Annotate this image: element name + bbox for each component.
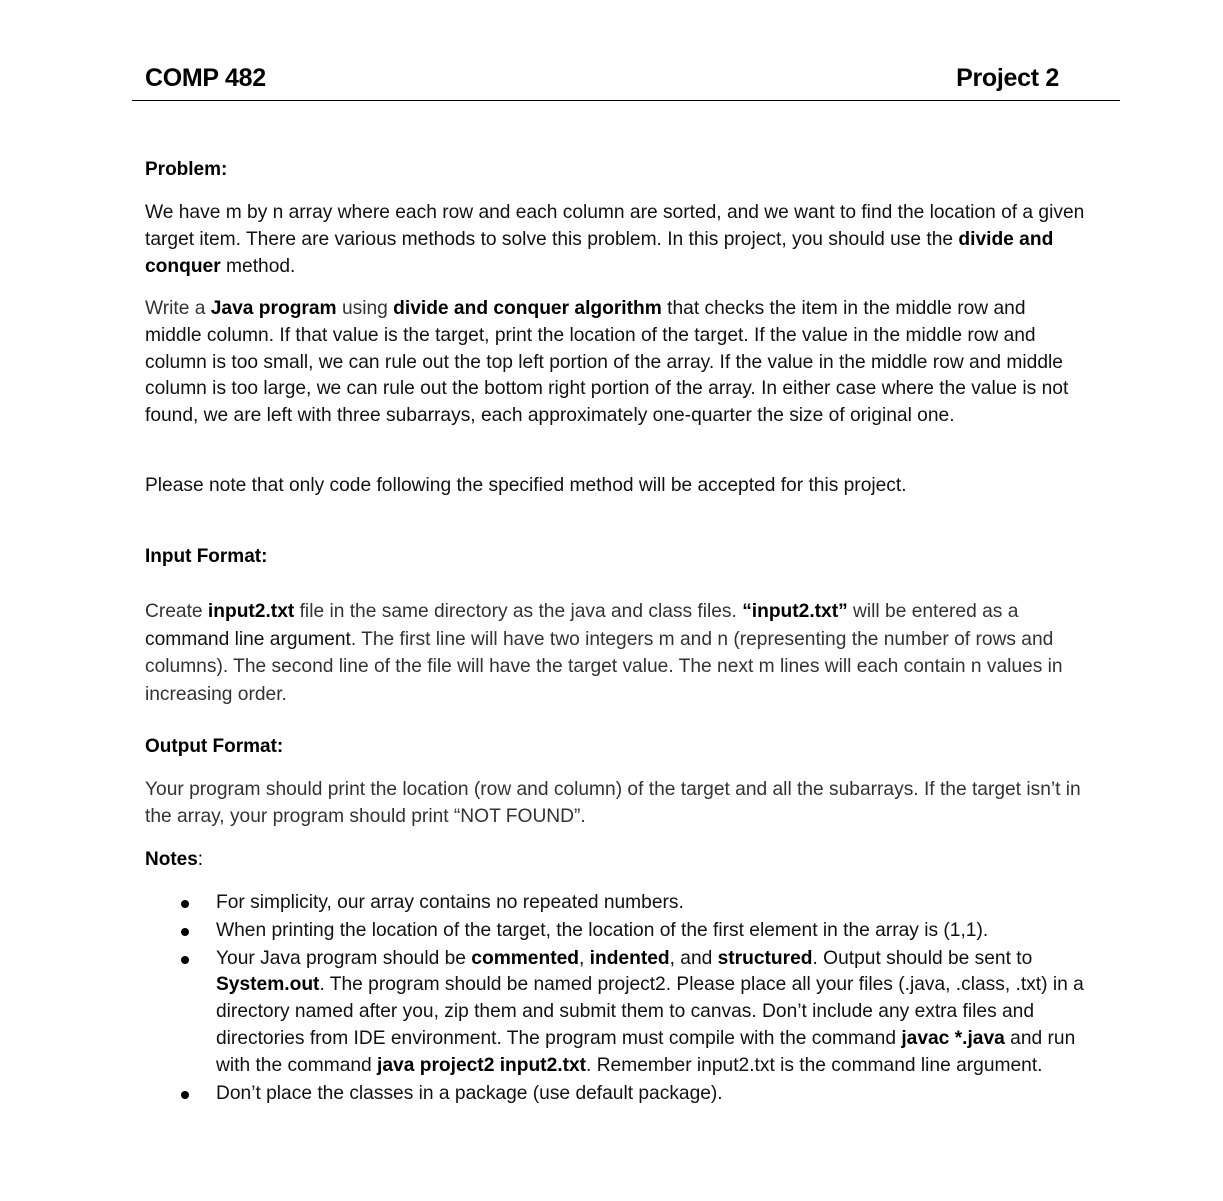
text-span: Create bbox=[145, 601, 208, 622]
text-span: For simplicity, our array contains no repeated numbers. bbox=[216, 892, 684, 913]
text-span: , bbox=[578, 947, 590, 969]
bullet-icon bbox=[181, 900, 189, 908]
page-header bbox=[132, 60, 1120, 101]
text-span: file in the same directory as the java and class files. bbox=[294, 601, 743, 622]
problem-paragraph-2 bbox=[145, 296, 1085, 430]
bold-span: structured bbox=[717, 947, 813, 969]
list-item bbox=[145, 918, 1085, 945]
text-span: using bbox=[336, 298, 394, 319]
problem-paragraph-3: Please note that only code following the specified method will be accepted for this project. bbox=[145, 475, 907, 496]
text-span: We have m by n array where each row and each column are sorted, and we want to find the location of a given target item. There are various methods to solve this problem. In this project, you should use the bbox=[145, 202, 1085, 250]
notes-heading-colon: : bbox=[197, 849, 204, 870]
problem-paragraph-1 bbox=[145, 200, 1085, 280]
text-span: . The program should be named project2. Please place all your files (.java, .class, .txt) in a directory named after you, zip them and submit them to canvas. Don’t include any extra files and directories from IDE environment. The program must compile with the command bbox=[216, 974, 1084, 1049]
bold-span: commented bbox=[471, 947, 579, 969]
bullet-icon bbox=[181, 956, 189, 964]
bold-span: indented bbox=[589, 947, 670, 969]
output-format-paragraph: Your program should print the location (row and column) of the target and all the subarrays. If the target isn’t in the array, your program should print “NOT FOUND”. bbox=[145, 779, 1081, 827]
bold-span: divide and conquer algorithm bbox=[393, 298, 662, 319]
bullet-icon bbox=[181, 1091, 189, 1099]
text-span: method. bbox=[220, 255, 296, 277]
notes-heading-text: Notes bbox=[145, 849, 198, 870]
list-item bbox=[145, 890, 1085, 917]
bold-span: Java program bbox=[210, 298, 337, 319]
notes-list bbox=[145, 890, 1085, 1107]
text-span: , and bbox=[669, 947, 718, 969]
input-format-paragraph bbox=[145, 598, 1085, 708]
text-span: that checks the item in the middle row and middle column. If that value is the target, print the location of the target. If the value in the middle row and column is too small, we can rule out the top left portion of the array. If the value in the middle row and middle column is too large, we can rule out the bottom right portion of the array. In either case where the value is not found, we are left with three subarrays, each approximately one-quarter the size of original one. bbox=[145, 298, 1069, 427]
text-span: When printing the location of the target, the location of the first element in the array is (1,1). bbox=[216, 919, 989, 941]
input-format-heading: Input Format: bbox=[145, 546, 268, 567]
bold-span: javac *.java bbox=[901, 1027, 1005, 1049]
text-span: will be entered as a bbox=[847, 601, 1019, 622]
bullet-icon bbox=[181, 928, 189, 936]
text-span: Your Java program should be bbox=[216, 947, 472, 969]
text-span: command line argument bbox=[145, 628, 351, 650]
problem-heading: Problem: bbox=[145, 159, 228, 180]
project-title: Project 2 bbox=[956, 64, 1059, 92]
course-title: COMP 482 bbox=[145, 64, 266, 92]
output-format-heading: Output Format: bbox=[145, 736, 284, 757]
bold-span: divide and conquer bbox=[145, 228, 1054, 277]
bold-span: “input2.txt” bbox=[742, 601, 848, 622]
text-span: and run with the command bbox=[216, 1027, 1076, 1076]
list-item bbox=[145, 946, 1085, 1080]
text-span: Write a bbox=[145, 298, 211, 319]
bold-span: java project2 input2.txt bbox=[377, 1054, 587, 1076]
bold-span: input2.txt bbox=[207, 601, 295, 622]
text-span: . Remember input2.txt is the command line argument. bbox=[586, 1054, 1043, 1076]
text-span: . Output should be sent to bbox=[812, 947, 1033, 969]
text-span: . The first line will have two integers m and n (representing the number of rows and columns). The second line of the file will have the target value. The next m lines will each contain n values in increasing order. bbox=[145, 628, 1063, 705]
text-span: Don’t place the classes in a package (use default package). bbox=[216, 1082, 723, 1104]
notes-heading bbox=[145, 849, 203, 871]
bold-span: System.out bbox=[216, 974, 320, 996]
list-item bbox=[145, 1081, 1085, 1108]
